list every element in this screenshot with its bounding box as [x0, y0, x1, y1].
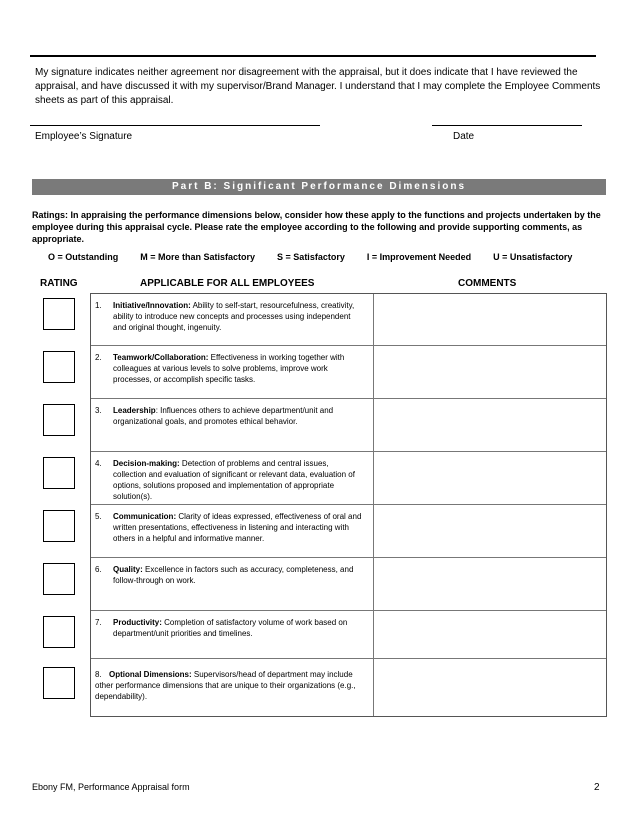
table-row [91, 452, 606, 505]
ratings-instructions: Ratings: In appraising the performance dimensions below, consider how these apply to the functions and projects undertaken by the employee during this appraisal cycle. Please rate the employee according to the following and provide supporting comments, as appropriate. [32, 210, 601, 244]
signature-label: Employee’s Signature [35, 131, 133, 142]
footer-text: Ebony FM, Performance Appraisal form [32, 782, 190, 792]
table-row [91, 558, 606, 611]
rating-box-8[interactable] [43, 667, 75, 699]
table-row [91, 294, 606, 346]
legend-item: U = Unsatisfactory [493, 252, 573, 262]
signature-line [30, 125, 320, 126]
legend-item: I = Improvement Needed [366, 252, 472, 262]
signature-statement: My signature indicates neither agreement nor disagreement with the appraisal, but it does indicate that I have reviewed the appraisal, and have discussed it with my supervisor/Brand Manager. I understand that I may complete the Employee Comments sheets as part of this appraisal. [35, 67, 601, 106]
page-number: 2 [594, 782, 600, 793]
rating-box-4[interactable] [43, 457, 75, 489]
legend-item: O = Outstanding [48, 252, 119, 262]
table-row [91, 659, 606, 716]
rating-box-5[interactable] [43, 510, 75, 542]
comments-header: COMMENTS [458, 278, 517, 289]
date-label: Date [453, 131, 475, 142]
applicable-header: APPLICABLE FOR ALL EMPLOYEES [140, 278, 315, 289]
part-b-title: Part B: Significant Performance Dimensions [32, 179, 606, 195]
dimension-quality: 6. Quality: Excellence in factors such as accuracy, completeness, and follow-through on work. [95, 565, 354, 585]
table-row [91, 399, 606, 452]
legend-item: S = Satisfactory [277, 252, 345, 262]
table-row [91, 346, 606, 399]
dimensions-table [90, 293, 607, 717]
dimension-communication: 5. Communication: Clarity of ideas expressed, effectiveness of oral and written presentations, effectiveness in listening and interacting with others in a helpful and informative manner. [95, 512, 362, 543]
rating-box-6[interactable] [43, 563, 75, 595]
table-row [91, 611, 606, 659]
dimension-optional: 8. Optional Dimensions: Supervisors/head of department may include other performance dimensions that are unique to their organizations (e.g., dependability). [95, 670, 356, 701]
legend-item: M = More than Satisfactory [140, 252, 256, 262]
rating-box-3[interactable] [43, 404, 75, 436]
dimension-teamwork: 2. Teamwork/Collaboration: Effectiveness in working together with colleagues at various levels to solve problems, improve work processes, or accomplish specific tasks. [95, 353, 345, 384]
table-row [91, 505, 606, 558]
rating-header: RATING [40, 278, 78, 289]
rating-box-2[interactable] [43, 351, 75, 383]
dimension-initiative: 1. Initiative/Innovation: Ability to self-start, resourcefulness, creativity, ability to introduce new concepts and processes using independent and original thought, ingenuity. [95, 301, 355, 332]
date-line [432, 125, 582, 126]
dimension-leadership: 3. Leadership: Influences others to achieve department/unit and organizational goals, and promotes ethical behavior. [95, 406, 334, 426]
rating-box-1[interactable] [43, 298, 75, 330]
dimension-productivity: 7. Productivity: Completion of satisfactory volume of work based on department/unit priorities and timelines. [95, 618, 348, 638]
top-rule [30, 55, 596, 57]
rating-legend [48, 252, 618, 262]
dimension-decision-making: 4. Decision-making: Detection of problems and central issues, collection and evaluation of significant or relevant data, evaluation of options, solutions proposed and implementation of appropriate solution(s). [95, 459, 355, 501]
rating-box-7[interactable] [43, 616, 75, 648]
